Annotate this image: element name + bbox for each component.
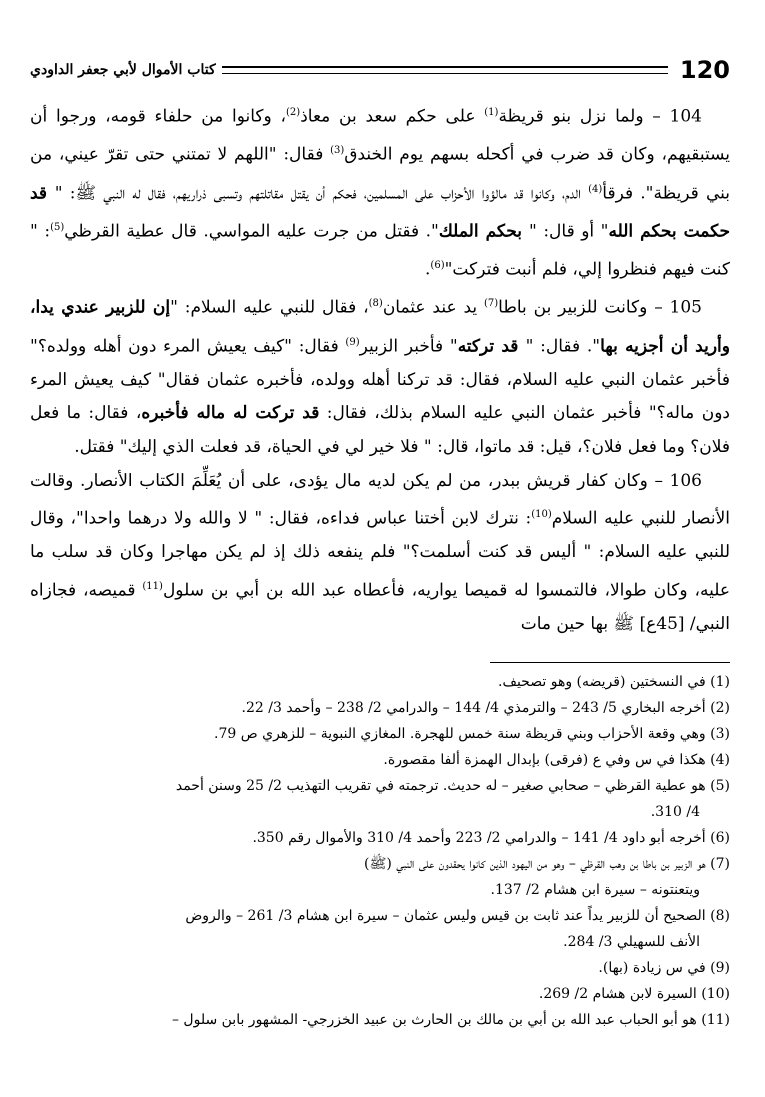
book-page bbox=[30, 50, 730, 1033]
text-run: ، وكانوا من حلفاء قومه، ورجوا أن يستبقيهم، وكان قد ضرب في أكحله بسهم يوم الخندق bbox=[30, 106, 730, 165]
footnote-ref: (5) bbox=[50, 221, 65, 233]
header-rule bbox=[222, 66, 668, 74]
running-header bbox=[30, 50, 730, 90]
footnote-ref: (1) bbox=[484, 107, 499, 118]
footnote-4: (4) هكذا في س وفي ع (فرقى) بإبدال الهمزة ألفا مقصورة. bbox=[383, 751, 730, 768]
footnote-ref: (9) bbox=[345, 336, 360, 348]
footnote-10: (10) السيرة لابن هشام 2/ 269. bbox=[538, 985, 730, 1002]
footnote-3: (3) وهي وقعة الأحزاب وبني قريظة سنة خمس للهجرة. المغازي النبوية – للزهري ص 79. bbox=[214, 725, 730, 742]
hadith-bold: قد تركته bbox=[457, 336, 526, 357]
footnote-ref: (10) bbox=[531, 509, 552, 521]
page-number: 120 bbox=[679, 56, 730, 84]
footnote-ref: (8) bbox=[368, 298, 383, 310]
paragraph-106 bbox=[30, 465, 730, 642]
hadith-bold: قد تركت له ماله فأخبره bbox=[141, 403, 320, 424]
footnote-7: (7) هو الزبير بن باطا بن وهب القرظي – وهو من اليهود الذين كانوا يحقدون على النبي (ﷺ) bbox=[364, 855, 730, 872]
text-run: " فأخبر الزبير bbox=[359, 336, 458, 357]
footnote-7-continued: ويتعنتونه – سيرة ابن هشام 2/ 137. bbox=[490, 881, 700, 898]
footnote-ref: (3) bbox=[330, 145, 345, 157]
text-run: فقال: "اللهم لا تمتني حتى تقرّ عيني، من بني قريظة". فرقأ bbox=[30, 144, 731, 204]
text-run: " أو قال: " bbox=[529, 221, 609, 242]
text-run: ". فقتل من جرت عليه المواسي. قال عطية القرظي bbox=[64, 221, 439, 242]
hadith-bold: بحكم الملك bbox=[438, 221, 529, 242]
text-run: الدم، وكانوا قد مالؤوا الأحزاب على المسلمين، فحكم أن يقتل مقاتلتهم وتسبى ذراريهم، فقال له النبي ﷺ: " bbox=[54, 183, 589, 204]
main-text bbox=[30, 96, 730, 642]
text-run: : " كنت فيهم فنظروا إلي، فلم أنبت فتركت" bbox=[30, 221, 730, 280]
text-run: 105 – وكانت للزبير بن باطا bbox=[498, 297, 702, 318]
text-run: : نترك لابن أختنا عباس فداءه، فقال: " لا والله ولا درهما واحدا"، وقال للنبي عليه السلام: " أليس قد كنت أسلمت؟" فلم ينفعه ذلك إذ لم يكن مهاجرا وكان قد سلب ما عليه، وكان طوالا، فالتمسوا له قميصا يواريه، فأعطاه عبد الله بن أبي بن سلول bbox=[30, 508, 731, 601]
text-run: 106 – وكان كفار قريش ببدر، من لم يكن لديه مال يؤدى، على أن يُعَلِّمَ الكتاب الأنصار. وقالت الأنصار للنبي عليه السلام bbox=[30, 470, 730, 529]
footnote-5-continued: 4/ 310. bbox=[650, 803, 700, 820]
text-run: ، فقال للنبي عليه السلام: " bbox=[170, 297, 369, 318]
text-run: قميصه، فجازاه النبي/ [45ع] ﷺ بها حين مات bbox=[30, 580, 730, 635]
footnote-6: (6) أخرجه أبو داود 4/ 141 – والدرامي 2/ 223 وأحمد 4/ 310 والأموال رقم 350. bbox=[252, 829, 730, 846]
text-run: ". فقال: " bbox=[525, 336, 601, 357]
footnote-8-continued: الأنف للسهيلي 3/ 284. bbox=[563, 933, 700, 950]
footnote-ref: (11) bbox=[142, 580, 163, 592]
footnote-ref: (7) bbox=[483, 298, 499, 310]
footnote-2: (2) أخرجه البخاري 5/ 243 – والترمذي 4/ 144 – والدرامي 2/ 238 – وأحمد 3/ 22. bbox=[241, 699, 730, 716]
hadith-bold: إن للزبير عندي يدا، وأريد أن أجزيه بها bbox=[30, 297, 730, 357]
text-run: ، فقال: ما فعل فلان؟ وما فعل فلان؟، قيل: قد ماتوا، قال: " فلا خير لي في الحياة، قد فعلت الذي إليك" فقتل. bbox=[30, 403, 730, 457]
book-title: كتاب الأموال لأبي جعفر الداودي bbox=[30, 62, 216, 78]
footnote-separator bbox=[490, 662, 730, 663]
text-run: فقال: "كيف يعيش المرء دون أهله وولده؟" فأخبر عثمان النبي عليه السلام، فقال: قد تركنا أهله وولده، فأخبره عثمان فقال" كيف يعيش المرء دون ماله؟" فأخبر عثمان النبي عليه السلام بذلك، فقال: bbox=[30, 336, 730, 424]
footnote-5: (5) هو عطية القرظي – صحابي صغير – له حديث. ترجمته في تقريب التهذيب 2/ 25 وسنن أحمد bbox=[175, 777, 730, 794]
footnote-1: (1) في النسختين (قريضه) وهو تصحيف. bbox=[498, 673, 730, 690]
footnotes bbox=[30, 669, 730, 1033]
hadith-bold: قد حكمت بحكم الله bbox=[30, 183, 731, 242]
text-run: على حكم سعد بن معاذ bbox=[300, 106, 485, 127]
text-run: يد عند عثمان bbox=[382, 297, 484, 318]
footnote-8: (8) الصحيح أن للزبير يداً عند ثابت بن قيس وليس عثمان – سيرة ابن هشام 3/ 261 – والروض bbox=[185, 907, 730, 924]
footnote-9: (9) في س زيادة (بها). bbox=[598, 959, 730, 976]
footnote-11: (11) هو أبو الحباب عبد الله بن أبي بن مالك بن الحارث بن عبيد الخزرجي- المشهور بابن سلول – bbox=[171, 1011, 730, 1028]
footnote-ref: (2) bbox=[286, 107, 301, 118]
footnote-ref: (6) bbox=[430, 260, 445, 271]
text-run: 104 – ولما نزل بنو قريظة bbox=[498, 106, 702, 127]
footnote-ref: (4) bbox=[588, 183, 603, 195]
paragraph-105 bbox=[30, 287, 730, 464]
text-run: . bbox=[425, 259, 431, 280]
paragraph-104 bbox=[30, 96, 730, 287]
